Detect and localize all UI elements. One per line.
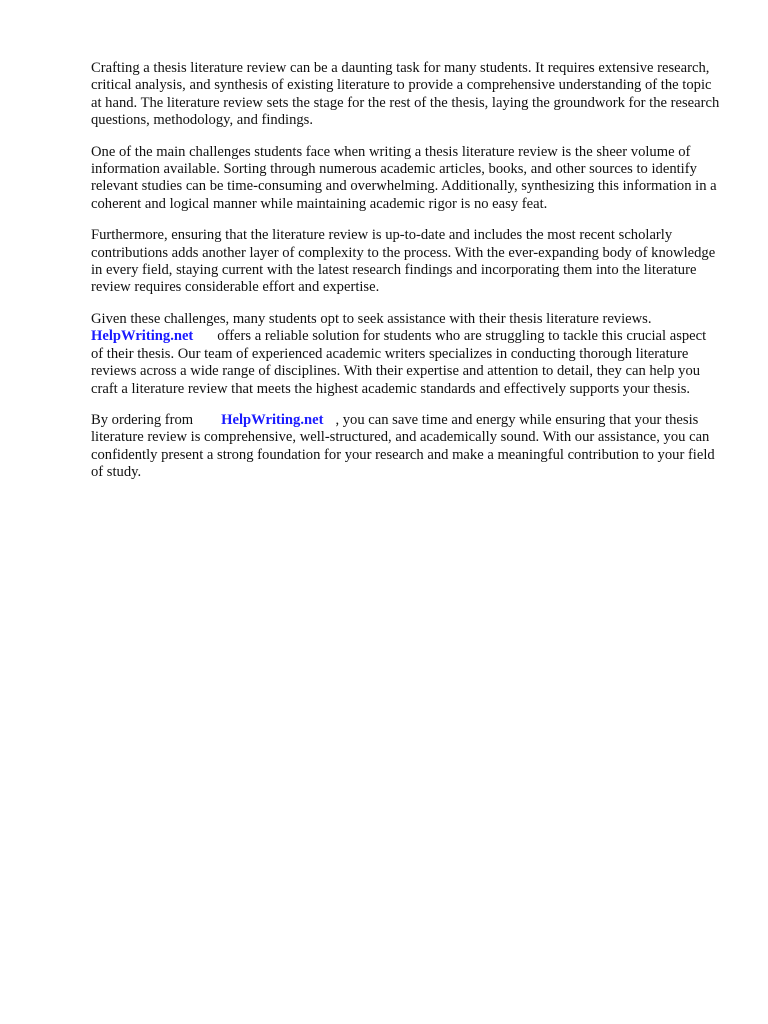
paragraph-ordering-intro: By ordering from xyxy=(91,411,194,428)
paragraph-up-to-date: Furthermore, ensuring that the literature review is up-to-date and includes the most recent scholarly contributions adds another layer of complexity to the process. With the ever-expanding body of knowledge in every field, staying current with the latest research findings and incorporating them into the literature review requires considerable effort and expertise. xyxy=(91,227,716,296)
helpwriting-link-2[interactable]: HelpWriting.net xyxy=(221,411,324,428)
paragraph-assistance xyxy=(91,311,721,398)
paragraph-ordering xyxy=(91,412,721,482)
paragraph-intro: Crafting a thesis literature review can be a daunting task for many students. It requires extensive research, critical analysis, and synthesis of existing literature to provide a comprehensive understanding of the topic at hand. The literature review sets the stage for the rest of the thesis, laying the groundwork for the research questions, methodology, and findings. xyxy=(91,60,720,129)
helpwriting-link-1[interactable]: HelpWriting.net xyxy=(91,328,194,345)
paragraph-ordering-rest: , you can save time and energy while ensuring that your thesis literature review is comprehensive, well-structured, and academically sound. With our assistance, you can confidently present a strong foundation for your research and make a meaningful contribution to your field of study. xyxy=(91,411,715,481)
paragraph-assistance-rest: offers a reliable solution for students who are struggling to tackle this crucial aspect of their thesis. Our team of experienced academic writers specializes in conducting thorough literature reviews across a wide range of disciplines. With their expertise and attention to detail, they can help you craft a literature review that meets the highest academic standards and effectively supports your thesis. xyxy=(91,328,707,397)
paragraph-assistance-intro: Given these challenges, many students opt to seek assistance with their thesis literature reviews. xyxy=(91,310,652,327)
document-body xyxy=(91,60,721,496)
paragraph-challenges: One of the main challenges students face when writing a thesis literature review is the sheer volume of information available. Sorting through numerous academic articles, books, and other sources to identify relevant studies can be time-consuming and overwhelming. Additionally, synthesizing this information in a coherent and logical manner while maintaining academic rigor is no easy feat. xyxy=(91,143,717,212)
